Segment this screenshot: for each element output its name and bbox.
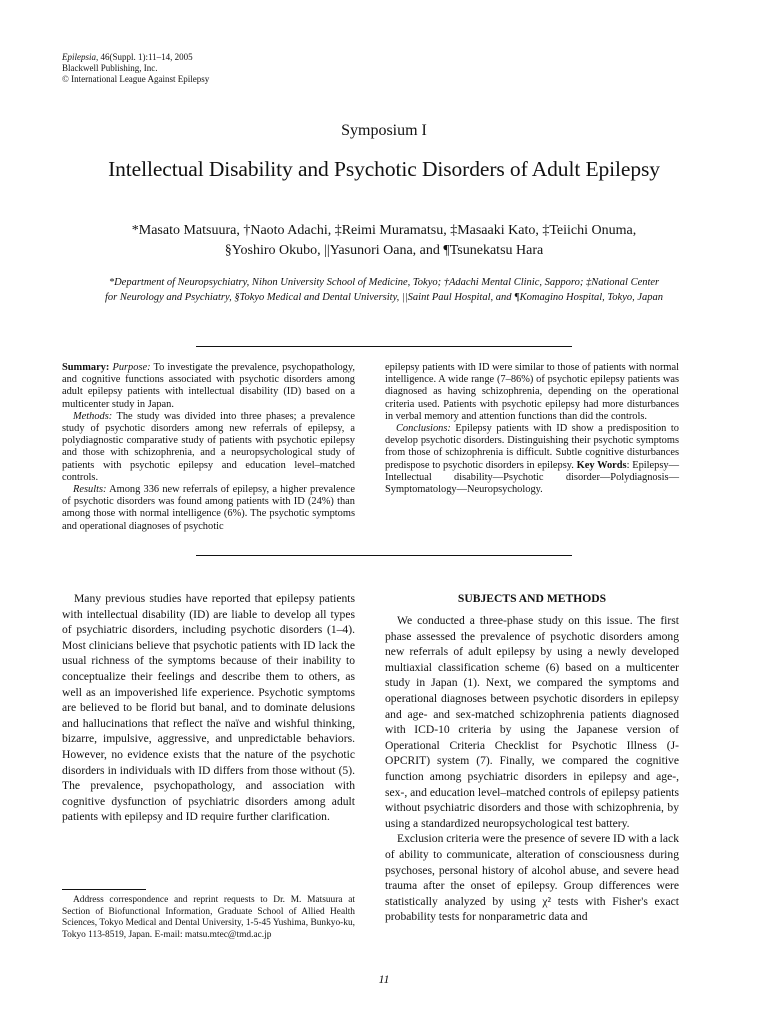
- methods-paragraph-2: Exclusion criteria were the presence of severe ID with a lack of ability to communicate, alteration of consciousness during psychoses, personal history of alcohol abuse, and severe head trauma after the onset of epilepsy. Group differences were statistically analyzed by using χ² tests with Fisher's exact probability tests for nonparametric data and: [385, 832, 679, 924]
- affiliations-line-2: for Neurology and Psychiatry, §Tokyo Medical and Dental University, ||Saint Paul Hospital, and ¶Komagino Hospital, Tokyo, Japan: [104, 292, 664, 303]
- body-left-column: [62, 591, 355, 825]
- journal-name: Epilepsia: [62, 52, 96, 62]
- correspondence-footnote: Address correspondence and reprint requests to Dr. M. Matsuura at Section of Biofunctional Information, Graduate School of Allied Health Sciences, Tokyo Medical and Dental University, 1-5-45 Yushima, Bunkyo-ku, Tokyo 113-8519, Japan. E-mail: matsu.mtec@tmd.ac.jp: [62, 895, 355, 940]
- abstract-right-column: [385, 362, 679, 496]
- body-right-column: [385, 613, 679, 925]
- copyright: © International League Against Epilepsy: [62, 74, 210, 84]
- journal-header: [62, 52, 209, 85]
- symposium-label: Symposium I: [341, 122, 427, 139]
- summary-label: Summary:: [62, 362, 110, 373]
- results-continued: epilepsy patients with ID were similar to those of patients with normal intelligence. A wide range (7–86%) of psychotic epilepsy patients was diagnosed as having schizophrenia, depending on the operational criteria used. Patients with psychotic epilepsy had more disturbances in verbal memory and attention functions than did the controls.: [385, 362, 679, 422]
- results-label: Results:: [73, 484, 107, 496]
- purpose-text: To investigate the prevalence, psychopathology, and cognitive functions associated with psychotic disorders among adult epilepsy patients with intellectual disability (ID) based on a multicenter study in Japan.: [62, 362, 355, 410]
- abstract-methods: [62, 411, 355, 484]
- conclusions-label: Conclusions:: [396, 423, 451, 435]
- purpose-label: Purpose:: [112, 362, 151, 373]
- affiliations-line-1: *Department of Neuropsychiatry, Nihon University School of Medicine, Tokyo; †Adachi Mental Clinic, Sapporo; ‡National Center: [108, 277, 660, 288]
- keywords-label: Key Words: [576, 459, 627, 471]
- abstract-left-column: [62, 362, 355, 533]
- abstract-purpose: [62, 362, 355, 411]
- article-title: Intellectual Disability and Psychotic Disorders of Adult Epilepsy: [108, 157, 660, 181]
- abstract-top-rule: [196, 346, 572, 347]
- intro-paragraph: Many previous studies have reported that epilepsy patients with intellectual disability (ID) are liable to develop all types of psychiatric disorders, including psychotic disorders (1–4). Most clinicians believe that psychotic patients with ID lack the usual richness of the symptoms because of their inability to conceptualize their feelings and describe them to others, as well as an impoverished life experience. Psychotic symptoms are believed to be florid but banal, and to dominate delusions and hallucinations that reflect the naïve and wishful thinking, bizarre, impulsive, aggressive, and unpredictable behaviors. However, no evidence exists that the nature of the psychotic disorders in individuals with ID differs from those without (5). The prevalence, psychopathology, and association with cognitive dysfunction of psychiatric disorders among adult patients with epilepsy and ID require further clarification.: [62, 592, 355, 824]
- page-number: 11: [378, 972, 390, 986]
- section-heading: SUBJECTS AND METHODS: [457, 592, 607, 605]
- conclusions-text: Epilepsy patients with ID show a predisposition to develop psychotic disorders. Distinguishing their psychotic symptoms from those of schizophrenia is difficult. Subtle cognitive disturbances predispose to psychotic disorders in epilepsy.: [385, 423, 679, 471]
- methods-label: Methods:: [73, 410, 113, 422]
- affiliations: [40, 275, 728, 305]
- abstract-bottom-rule: [196, 555, 572, 556]
- methods-text: The study was divided into three phases; a prevalence study of psychotic disorders among new referrals of epilepsy, a polydiagnostic comparative study of patients with psychotic epilepsy and those with schizophrenia, and a neuropsychological study of patients with psychotic epilepsy and education level–matched controls.: [62, 410, 355, 483]
- authors-line-2: §Yoshiro Okubo, ||Yasunori Oana, and ¶Tsunekatsu Hara: [224, 243, 544, 258]
- abstract-results: [62, 484, 355, 533]
- results-text-left: Among 336 new referrals of epilepsy, a higher prevalence of psychotic disorders was found among patients with ID (24%) than among those with normal intelligence (6%). The psychotic symptoms and operational diagnoses of psychotic: [62, 484, 355, 532]
- footnote-rule: [62, 889, 146, 890]
- abstract-conclusions: [385, 423, 679, 496]
- publisher: Blackwell Publishing, Inc.: [62, 63, 158, 73]
- keywords-text: : Epilepsy—Intellectual disability—Psychotic disorder—Polydiagnosis—Symptomatology—Neuropsychology.: [385, 459, 679, 496]
- authors-line-1: *Masato Matsuura, †Naoto Adachi, ‡Reimi Muramatsu, ‡Masaaki Kato, ‡Teiichi Onuma,: [131, 223, 637, 238]
- methods-paragraph-1: We conducted a three-phase study on this issue. The first phase assessed the prevalence of psychotic disorders among new referrals of adult epilepsy by using a newly developed multiaxial classification scheme (6) based on a multicenter study in Japan (1). Next, we compared the symptoms and operational diagnoses between psychotic disorders in epilepsy and age- and sex-matched schizophrenia patients diagnosed with ICD-10 criteria by using the Japanese version of Operational Criteria Checklist for Psychotic Illness (J-OPCRIT) system (7). Finally, we compared the cognitive function among psychiatric disorders in epilepsy and age-, sex-, and education level–matched controls of epilepsy patients without psychiatric disorders and those with schizophrenia, by using a standardized neuropsychological test battery.: [385, 614, 679, 830]
- journal-citation: , 46(Suppl. 1):11–14, 2005: [96, 52, 193, 62]
- author-list: [0, 221, 768, 261]
